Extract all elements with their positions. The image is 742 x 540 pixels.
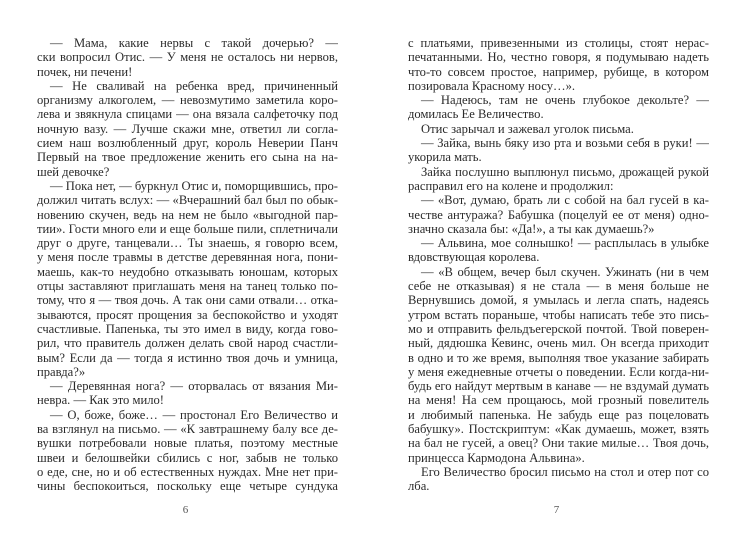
text-line: будь его найдут мертвым в канаве — не вздумай думать (408, 379, 709, 394)
text-line: сием наш возлюбленный друг, король Неверии Панч (37, 136, 338, 151)
text-line: должил читать вслух: — «Вчерашний бал был по обык- (37, 193, 338, 208)
text-line: шей девочке? (37, 164, 110, 179)
text-line: Зайка послушно выплюнул письмо, дрожащей рукой (421, 164, 709, 179)
text-line: отцы заставляют приглашать меня на танец только по- (37, 279, 338, 294)
text-line: Вернувшись домой, я умылась и легла спать, надеясь (408, 293, 709, 308)
text-column (37, 36, 338, 494)
text-line: Отис зарычал и зажевал уголок письма. (421, 121, 634, 136)
text-line: с платьями, привезенными из столицы, стоят нерас- (408, 36, 709, 50)
text-line: — Не сваливай на ребенка вред, причиненный (50, 78, 338, 93)
text-line: — Зайка, вынь бяку изо рта и возьми себя в руки! — (421, 136, 709, 151)
text-line: и любимый папенька. Не забудь еще раз поцеловать (408, 407, 709, 422)
text-line: зываются, просят прощения за беспокойство и уходят (37, 307, 338, 322)
page-number: 7 (553, 504, 560, 516)
text-line: значно сказала бы: «Да!», а ты как думаешь?» (408, 221, 655, 236)
text-line: — Пока нет, — буркнул Отис и, поморщившись, про- (50, 178, 338, 193)
text-line: Первый на твое предложение женить его сына на на- (37, 150, 338, 165)
text-line: ный, дядюшка Кевинс, очень мил. Он всегда приходит (408, 336, 709, 351)
text-line: о еде, сне, но и об естественных нуждах. Мне нет при- (37, 464, 338, 479)
text-line: тии». Гости много ели и еще больше пили, сплетничали (37, 221, 338, 236)
text-line: на бал не гусей, а овец? Они такие милые… Твоя дочь, (408, 436, 709, 451)
text-line: — «Вот, думаю, брать ли с собой на бал гусей в ка- (421, 193, 709, 208)
text-line: новению скучен, ведь на нем не было «выгодной пар- (37, 207, 338, 222)
text-line: расправил его на колене и продолжил: (408, 178, 614, 193)
text-line: укорила мать. (408, 150, 482, 165)
page-right (371, 0, 742, 540)
text-line: организму алкоголем, — невозмутимо заметила коро- (37, 93, 338, 108)
text-line: чины беспокоиться, поскольку еще четыре сундука (37, 479, 338, 494)
text-line: вдовствующая королева. (408, 250, 540, 265)
text-line: лева и звякнула спицами — она вязала салфеточку под (37, 107, 338, 122)
text-line: почек, ни печени! (37, 64, 133, 79)
text-line: себе не отказывая) я не стала — в меня больше не (408, 279, 709, 294)
text-column (408, 36, 709, 494)
text-line: правда?» (37, 364, 86, 379)
text-line: тому, что я — твоя дочь. А так они сами отвали… отка- (37, 293, 338, 308)
text-line: ски вопросил Отис. — У меня не осталось ни нервов, (37, 50, 338, 65)
text-line: — Надеюсь, там не очень глубокое декольте? — (421, 93, 709, 108)
text-line: счастливые. Папенька, ты это имел в виду, когда гово- (37, 321, 338, 336)
text-line: печатанными. Но, честно говоря, я подумываю надеть (408, 50, 709, 65)
text-line: на меня! На сем прощаюсь, мой грозный повелитель (408, 393, 709, 408)
text-line: утром встать пораньше, чтобы написать тебе это пись- (408, 307, 709, 322)
text-line: — Мама, какие нервы с такой дочерью? — (50, 36, 338, 50)
text-line: рил, что правитель должен делать свой народ счастли- (37, 336, 338, 351)
text-line: швеи и белошвейки сбились с ног, забыв не только (37, 450, 338, 465)
text-line: — Деревянная нога? — оторвалась от вязания Ми- (50, 379, 338, 394)
page-number: 6 (182, 504, 189, 516)
text-line: ва взглянул на письмо. — «К завтрашнему балу все де- (37, 422, 338, 437)
text-line: принцесса Кармодона Альвина». (408, 450, 585, 465)
text-line: Его Величество бросил письмо на стол и отер пот со (421, 464, 709, 479)
text-line: лба. (408, 479, 430, 494)
text-line: в одно и то же время, выполняя твое указание забирать (408, 350, 709, 365)
text-line: что-то совсем простое, например, рубище, в котором (408, 64, 709, 79)
text-line: честве антуража? Бабушка (поцелуй ее от меня) одно- (408, 207, 709, 222)
text-line: — «В общем, вечер был скучен. Ужинать (ни в чем (421, 264, 709, 279)
text-line: невра. — Как это мило! (37, 393, 164, 408)
text-line: ночную вазу. — Лучше скажи мне, ответил ли согла- (37, 121, 338, 136)
text-line: у меня ежедневные отчеты о поведении. Если когда-ни- (408, 364, 709, 379)
text-line: у меня после травмы в детстве деревянная нога, пони- (37, 250, 338, 265)
text-line: друг о друге, танцевали… Ты знаешь, я говорю всем, (37, 236, 338, 251)
text-line: бабушку». Постскриптум: «Как думаешь, может, взять (408, 422, 709, 437)
text-line: маешь, как-то неудобно отказывать юношам, которых (37, 264, 338, 279)
text-line: — Альвина, мое солнышко! — расплылась в улыбке (421, 236, 709, 251)
text-line: мо и отправить фельдъегерской почтой. Твой поверен- (408, 321, 709, 336)
text-line: вушки потребовали новые платья, поэтому местные (37, 436, 338, 451)
text-line: позировала Красному носу…». (408, 78, 576, 93)
text-line: домилась Ее Величество. (408, 107, 544, 122)
text-line: вым? Если да — тогда я истинно твоя дочь и умница, (37, 350, 338, 365)
text-line: — О, боже, боже… — простонал Его Величество и (50, 407, 338, 422)
